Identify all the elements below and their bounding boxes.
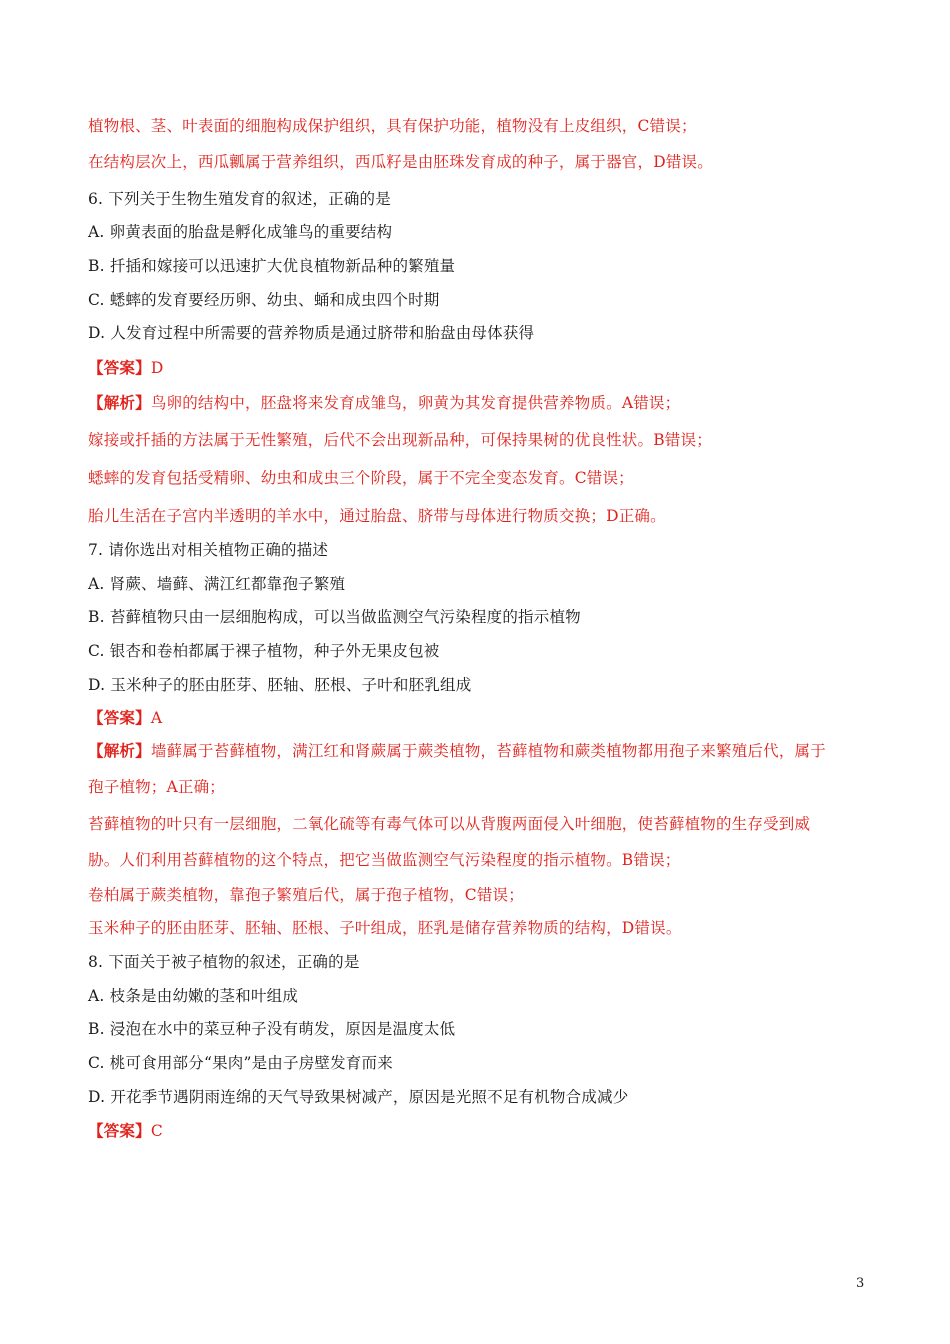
question-7-option-b: B. 苔藓植物只由一层细胞构成，可以当做监测空气污染程度的指示植物 <box>88 608 581 626</box>
explanation-line: 卷柏属于蕨类植物，靠孢子繁殖后代，属于孢子植物，C错误； <box>88 886 524 904</box>
page-number: 3 <box>856 1276 865 1291</box>
answer-value: A <box>150 709 163 727</box>
question-6-option-d: D. 人发育过程中所需要的营养物质是通过脐带和胎盘由母体获得 <box>88 324 535 342</box>
question-8-option-c: C. 桃可食用部分“果肉”是由子房壁发育而来 <box>88 1054 393 1072</box>
answer-tag: 【答案】 <box>88 358 151 377</box>
question-7-stem: 7. 请你选出对相关植物正确的描述 <box>88 541 329 559</box>
question-7-option-d: D. 玉米种子的胚由胚芽、胚轴、胚根、子叶和胚乳组成 <box>88 676 472 694</box>
question-8-option-a: A. 枝条是由幼嫩的茎和叶组成 <box>88 987 299 1005</box>
question-7-explanation <box>88 741 826 761</box>
question-8-answer <box>88 1121 163 1141</box>
question-6-option-a: A. 卵黄表面的胎盘是孵化成雏鸟的重要结构 <box>88 223 393 241</box>
question-7-option-a: A. 肾蕨、墙藓、满江红都靠孢子繁殖 <box>88 575 346 593</box>
question-6-option-c: C. 蟋蟀的发育要经历卵、幼虫、蛹和成虫四个时期 <box>88 291 440 309</box>
explanation-line: 嫁接或扦插的方法属于无性繁殖，后代不会出现新品种，可保持果树的优良性状。B错误； <box>88 431 712 449</box>
explanation-line: 胎儿生活在子宫内半透明的羊水中，通过胎盘、脐带与母体进行物质交换；D正确。 <box>88 507 666 525</box>
explanation-tag: 【解析】 <box>88 741 151 760</box>
answer-value: D <box>150 359 164 377</box>
question-8-option-d: D. 开花季节遇阴雨连绵的天气导致果树减产，原因是光照不足有机物合成减少 <box>88 1088 629 1106</box>
question-6-explanation <box>88 393 680 413</box>
question-8-stem: 8. 下面关于被子植物的叙述，正确的是 <box>88 953 360 971</box>
explanation-line: 苔藓植物的叶只有一层细胞，二氧化硫等有毒气体可以从背腹两面侵入叶细胞，使苔藓植物的生存受到威 <box>88 815 811 833</box>
explanation-line: 在结构层次上，西瓜瓤属于营养组织，西瓜籽是由胚珠发育成的种子，属于器官，D错误。 <box>88 153 713 171</box>
explanation-text: 鸟卵的结构中，胚盘将来发育成雏鸟，卵黄为其发育提供营养物质。A错误； <box>150 394 681 412</box>
question-7-option-c: C. 银杏和卷柏都属于裸子植物，种子外无果皮包被 <box>88 642 440 660</box>
question-8-option-b: B. 浸泡在水中的菜豆种子没有萌发，原因是温度太低 <box>88 1020 456 1038</box>
question-7-answer <box>88 708 162 728</box>
question-6-answer <box>88 358 163 378</box>
explanation-line: 蟋蟀的发育包括受精卵、幼虫和成虫三个阶段，属于不完全变态发育。C错误； <box>88 469 634 487</box>
explanation-line: 孢子植物；A正确； <box>88 778 225 796</box>
answer-tag: 【答案】 <box>88 1121 151 1140</box>
explanation-text: 墙藓属于苔藓植物，满江红和肾蕨属于蕨类植物，苔藓植物和蕨类植物都用孢子来繁殖后代，属于 <box>150 742 826 760</box>
explanation-line: 胁。人们利用苔藓植物的这个特点，把它当做监测空气污染程度的指示植物。B错误； <box>88 851 681 869</box>
explanation-line: 植物根、茎、叶表面的细胞构成保护组织，具有保护功能，植物没有上皮组织，C错误； <box>88 117 697 135</box>
explanation-tag: 【解析】 <box>88 393 151 412</box>
answer-tag: 【答案】 <box>88 708 151 727</box>
explanation-line: 玉米种子的胚由胚芽、胚轴、胚根、子叶组成，胚乳是储存营养物质的结构，D错误。 <box>88 919 682 937</box>
question-6-option-b: B. 扦插和嫁接可以迅速扩大优良植物新品种的繁殖量 <box>88 257 456 275</box>
answer-value: C <box>150 1122 163 1140</box>
question-6-stem: 6. 下列关于生物生殖发育的叙述，正确的是 <box>88 190 391 208</box>
